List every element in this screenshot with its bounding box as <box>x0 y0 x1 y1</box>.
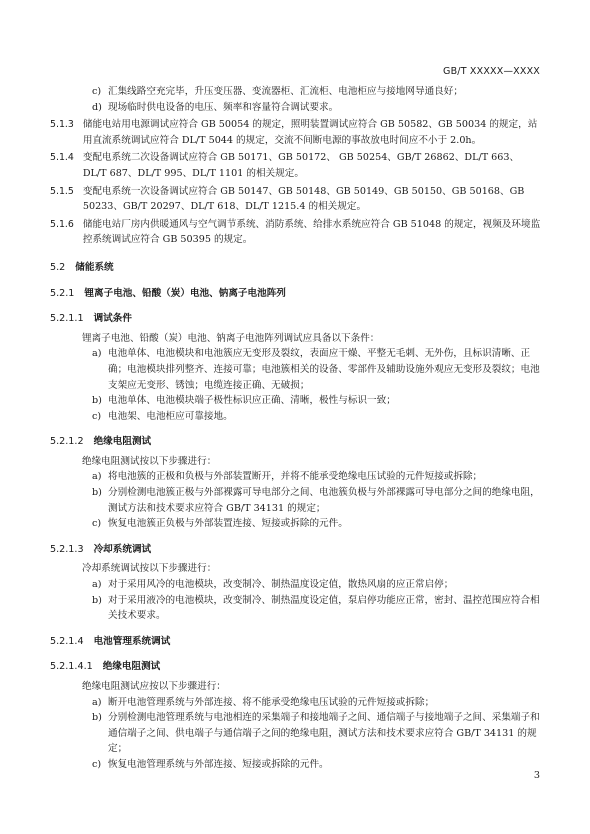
clause-number: 5.1.4 <box>50 152 74 164</box>
list-item <box>50 84 542 100</box>
list-text: 恢复电池簇正负极与外部装置连接、短接或拆除的元件。 <box>108 518 348 530</box>
list-marker: c) <box>92 518 102 530</box>
section-intro: 锂离子电池、铅酸（炭）电池、钠离子电池阵列调试应具备以下条件： <box>82 332 380 344</box>
list-text: 汇集线路空充完毕，升压变压器、变流器柜、汇流柜、电池柜应与接地网导通良好； <box>108 86 463 97</box>
clause-text: 储能电站厂房内供暖通风与空气调节系统、消防系统、给排水系统应符合 GB 51048 的规定，视频及环境监控系统调试应符合 GB 50395 的规定。 <box>82 218 541 246</box>
page-number: 3 <box>533 770 540 781</box>
list-text: 电池单体、电池模块端子极性标识应正确、清晰，极性与标识一致； <box>108 395 396 407</box>
section-title: 电池管理系统调试 <box>93 635 171 647</box>
section-number: 5.2.1 <box>50 287 75 299</box>
section-heading-5-2-1 <box>50 286 542 302</box>
clause-number: 5.1.5 <box>50 185 74 197</box>
clause-text: 储能电站用电源调试应符合 GB 50054 的规定，照明装置调试应符合 GB 50582、GB 50034 的规定，站用直流系统调试应符合 DL/T 5044 的规定，交流不间断电源的事故放电时间应不小于 2.0h。 <box>82 119 538 146</box>
clause-text: 变配电系统二次设备调试应符合 GB 50171、GB 50172、 GB 50254、GB/T 26862、DL/T 663、DL/T 687、DL/T 995、DL/T 1101 的相关规定。 <box>82 152 520 179</box>
section-heading-5-2-1-3 <box>50 542 542 558</box>
clause-5-1-6 <box>50 217 542 248</box>
list-item <box>50 469 542 485</box>
list-marker: d) <box>92 101 102 113</box>
list-marker: b) <box>92 712 102 724</box>
list-text: 分别检测电池簇正极与外部裸露可导电部分之间、电池簇负极与外部裸露可导电部分之间的绝缘电阻，测试方法和技术要求应符合 GB/T 34131 的规定； <box>108 487 540 514</box>
list-text: 将电池簇的正极和负极与外部装置断开，并将不能承受绝缘电压试验的元件短接或拆除； <box>108 471 483 483</box>
section-heading-5-2 <box>50 260 542 276</box>
list-item <box>50 393 542 409</box>
section-title: 调试条件 <box>93 313 132 325</box>
section-number: 5.2.1.4.1 <box>50 661 93 673</box>
list-item <box>50 485 542 516</box>
section-title: 冷却系统调试 <box>93 543 152 555</box>
list-item <box>50 695 542 711</box>
section-heading-5-2-1-4 <box>50 634 542 650</box>
list-text: 断开电池管理系统与外部连接、将不能承受绝缘电压试验的元件短接或拆除； <box>108 696 435 708</box>
list-item <box>50 409 542 425</box>
list-item <box>50 346 542 393</box>
section-number: 5.2 <box>50 261 66 273</box>
list-item <box>50 593 542 624</box>
section-intro: 绝缘电阻测试应按以下步骤进行： <box>82 681 226 692</box>
section-intro: 绝缘电阻测试按以下步骤进行： <box>82 455 217 467</box>
section-number: 5.2.1.1 <box>50 313 84 325</box>
section-title: 锂离子电池、铅酸（炭）电池、钠离子电池阵列 <box>84 287 286 299</box>
list-item <box>50 757 542 773</box>
list-text: 恢复电池管理系统与外部连接、短接或拆除的元件。 <box>108 758 329 770</box>
list-marker: a) <box>92 696 102 708</box>
list-marker: a) <box>92 348 102 360</box>
clause-5-1-4 <box>50 150 542 181</box>
list-marker: b) <box>92 594 102 606</box>
section-title: 绝缘电阻测试 <box>93 436 152 448</box>
section-number: 5.2.1.3 <box>50 543 84 555</box>
list-marker: b) <box>92 395 102 407</box>
section-number: 5.2.1.4 <box>50 635 84 647</box>
clause-number: 5.1.3 <box>50 119 74 131</box>
list-text: 现场临时供电设备的电压、频率和容量符合调试要求。 <box>108 101 339 113</box>
section-heading-5-2-1-1 <box>50 311 542 327</box>
list-marker: a) <box>92 579 102 591</box>
list-text: 电池单体、电池模块和电池簇应无变形及裂纹，表面应干燥、平整无毛刺、无外伤，且标识清晰、正确；电池模块排列整齐、连接可靠；电池簇相关的设备、零部件及辅助设施外观应无变形及裂纹；电池支架应无变形、锈蚀；电缆连接正确、无破损； <box>108 348 540 391</box>
section-heading-5-2-1-2 <box>50 434 542 450</box>
section-intro: 冷却系统调试按以下步骤进行： <box>82 563 217 575</box>
list-text: 对于采用风冷的电池模块，改变制冷、制热温度设定值，散热风扇的应正常启停； <box>108 579 454 591</box>
list-marker: c) <box>92 410 102 422</box>
list-item <box>50 100 542 116</box>
list-marker: c) <box>92 758 102 770</box>
list-item <box>50 710 542 757</box>
section-title: 储能系统 <box>75 261 114 273</box>
section-title: 绝缘电阻测试 <box>102 661 161 673</box>
clause-5-1-5 <box>50 184 542 215</box>
list-marker: a) <box>92 471 102 483</box>
clause-5-1-3 <box>50 117 542 148</box>
clause-number: 5.1.6 <box>50 218 74 230</box>
list-marker: b) <box>92 487 102 499</box>
section-number: 5.2.1.2 <box>50 436 84 448</box>
clause-text: 变配电系统一次设备调试应符合 GB 50147、GB 50148、GB 50149、GB 50150、GB 50168、GB 50233、GB/T 20297、DL/T 618、DL/T 1215.4 的相关规定。 <box>82 185 525 213</box>
list-text: 电池架、电池柜应可靠接地。 <box>108 410 233 422</box>
list-text: 对于采用液冷的电池模块，改变制冷、制热温度设定值，泵启停功能应正常，密封、温控范围应符合相关技术要求。 <box>108 594 540 622</box>
standard-code: GB/T XXXXX—XXXX <box>443 66 540 77</box>
list-item <box>50 577 542 593</box>
list-item <box>50 516 542 532</box>
list-marker: c) <box>92 86 102 97</box>
page-content <box>50 84 542 773</box>
section-heading-5-2-1-4-1 <box>50 659 542 675</box>
list-text: 分别检测电池管理系统与电池相连的采集端子和接地端子之间、通信端子与接地端子之间、采集端子和通信端子之间、供电端子与通信端子之间的绝缘电阻，测试方法和技术要求应符合 GB/T 34131 的规定； <box>108 712 540 755</box>
